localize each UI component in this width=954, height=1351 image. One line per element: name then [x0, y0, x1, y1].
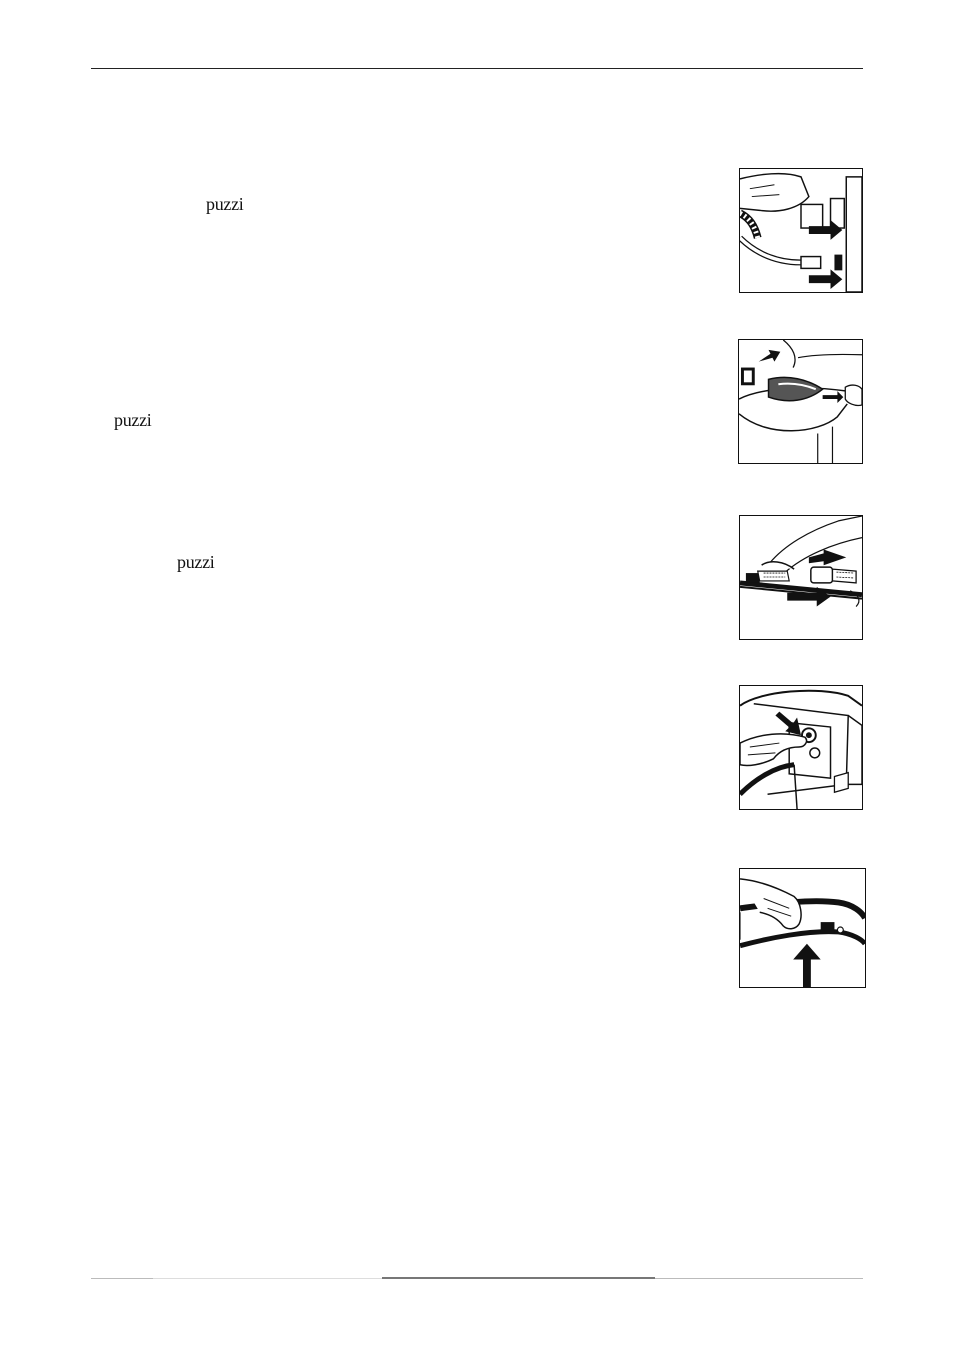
header-rule	[91, 68, 863, 69]
step-3-word: puzzi	[177, 552, 215, 572]
footer-rule-segment	[655, 1278, 863, 1279]
figure-1	[739, 168, 863, 293]
illustration-separate-coupling-icon	[740, 516, 862, 639]
step-1-word: puzzi	[206, 194, 244, 214]
footer-rule-segment	[382, 1277, 655, 1279]
illustration-unplug-hose-icon	[740, 169, 862, 292]
illustration-detach-spray-hose-icon	[739, 340, 862, 463]
footer-rule-segment	[153, 1278, 382, 1279]
illustration-press-button-icon	[740, 686, 862, 809]
footer-rule-segment	[91, 1278, 153, 1279]
figure-3	[739, 515, 863, 640]
figure-2	[738, 339, 863, 464]
figure-5	[739, 868, 866, 988]
step-2-word: puzzi	[114, 410, 152, 430]
illustration-lift-handle-icon	[740, 869, 865, 987]
figure-4	[739, 685, 863, 810]
